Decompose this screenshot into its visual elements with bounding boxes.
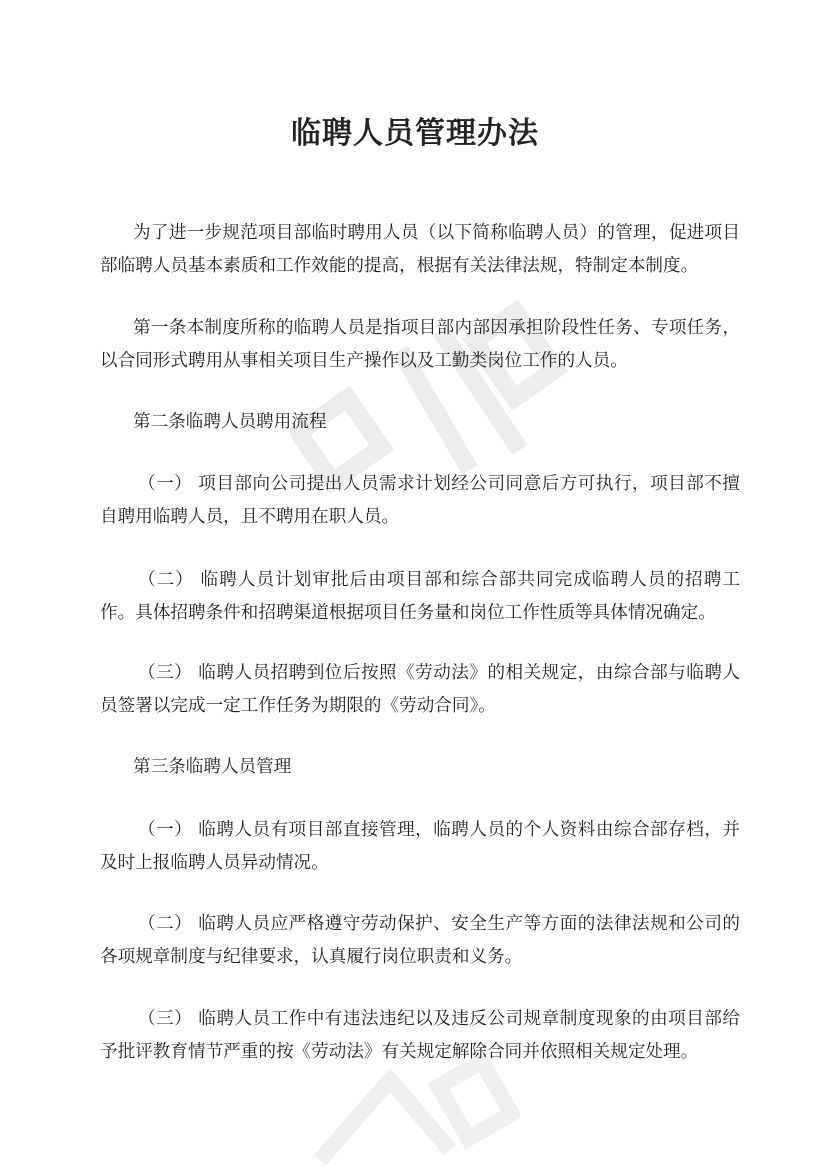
article-1-paragraph: 第一条本制度所称的临聘人员是指项目部内部因承担阶段性任务、专项任务，以合同形式聘用从事相关项目生产操作以及工勤类岗位工作的人员。 [100, 318, 740, 371]
article-2-heading: 第二条临聘人员聘用流程 [133, 412, 327, 432]
intro-paragraph: 为了进一步规范项目部临时聘用人员（以下简称临聘人员）的管理，促进项目部临聘人员基本素质和工作效能的提高，根据有关法律法规，特制定本制度。 [100, 223, 740, 276]
article-3-heading: 第三条临聘人员管理 [133, 757, 292, 777]
page-title: 临聘人员管理办法 [291, 116, 539, 151]
article-3-item-3: （三） 临聘人员工作中有违法违纪以及违反公司规章制度现象的由项目部给予批评教育情节严重的按《劳动法》有关规定解除合同并依照相关规定处理。 [100, 1009, 740, 1062]
article-2-item-1: （一） 项目部向公司提出人员需求计划经公司同意后方可执行，项目部不擅自聘用临聘人员，且不聘用在职人员。 [100, 474, 740, 527]
article-2-item-3: （三） 临聘人员招聘到位后按照《劳动法》的相关规定，由综合部与临聘人员签署以完成一定工作任务为期限的《劳动合同》。 [100, 663, 740, 716]
article-3-item-2: （二） 临聘人员应严格遵守劳动保护、安全生产等方面的法律法规和公司的各项规章制度与纪律要求，认真履行岗位职责和义务。 [100, 914, 740, 967]
article-3-item-1: （一） 临聘人员有项目部直接管理，临聘人员的个人资料由综合部存档，并及时上报临聘人员异动情况。 [100, 820, 740, 873]
article-2-item-2: （二） 临聘人员计划审批后由项目部和综合部共同完成临聘人员的招聘工作。具体招聘条件和招聘渠道根据项目任务量和岗位工作性质等具体情况确定。 [100, 570, 740, 623]
